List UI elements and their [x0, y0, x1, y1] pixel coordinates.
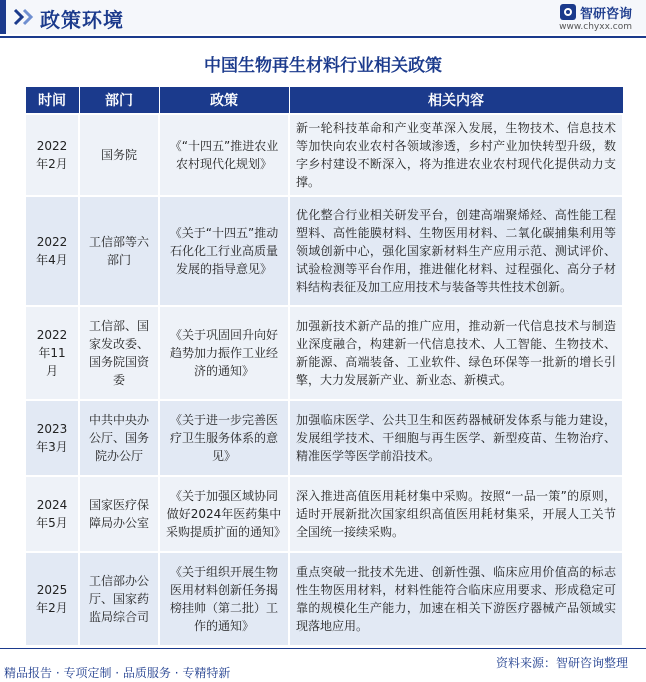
table-row: [25, 400, 623, 476]
cell-content: 重点突破一批技术先进、创新性强、临床应用价值高的标志性生物医用材料，材料性能符合临床应用要求、形成稳定可靠的规模化生产能力，加速在相关下游医疗器械产品领域实现落地应用。: [289, 552, 623, 646]
cell-year: 2022 年4月: [25, 196, 79, 306]
cell-content: 深入推进高值医用耗材集中采购。按照“一品一策”的原则，适时开展新批次国家组织高值医用耗材集采，开展人工关节全国统一接续采购。: [289, 476, 623, 552]
cell-year: 2022 年11 月: [25, 306, 79, 400]
cell-policy: 《关于巩固回升向好趋势加力振作工业经济的通知》: [159, 306, 289, 400]
column-header-content: 相关内容: [289, 87, 623, 115]
column-header-policy: 政策: [159, 87, 289, 115]
column-header-time: 时间: [25, 87, 79, 115]
brand-name: 智研咨询: [579, 6, 632, 22]
section-title: 政策环境: [40, 8, 124, 32]
source-note: 资料来源：智研咨询整理: [495, 656, 628, 670]
cell-dept: 国务院: [79, 114, 159, 196]
column-header-dept: 部门: [79, 87, 159, 115]
cell-dept: 工信部办公厅、国家药监局综合司: [79, 552, 159, 646]
double-chevron-icon: [12, 7, 36, 27]
header-accent-bar: [0, 0, 6, 34]
section-header: [0, 0, 646, 34]
cell-year: 2022 年2月: [25, 114, 79, 196]
table-row: [25, 552, 623, 646]
policy-table: [24, 86, 624, 647]
table-row: [25, 476, 623, 552]
cell-policy: 《关于进一步完善医疗卫生服务体系的意见》: [159, 400, 289, 476]
cell-policy: 《“十四五”推进农业农村现代化规划》: [159, 114, 289, 196]
cell-policy: 《关于“十四五”推动石化化工行业高质量发展的指导意见》: [159, 196, 289, 306]
cell-policy: 《关于加强区域协同做好2024年医药集中采购提质扩面的通知》: [159, 476, 289, 552]
cell-year: 2025 年2月: [25, 552, 79, 646]
table-row: [25, 196, 623, 306]
cell-dept: 中共中央办公厅、国务院办公厅: [79, 400, 159, 476]
cell-dept: 工信部等六部门: [79, 196, 159, 306]
cell-year: 2024 年5月: [25, 476, 79, 552]
table-row: [25, 114, 623, 196]
cell-content: 新一轮科技革命和产业变革深入发展，生物技术、信息技术等加快向农业农村各领域渗透，乡村产业加快转型升级，数字乡村建设不断深入，将为推进农业农村现代化提供动力支撑。: [289, 114, 623, 196]
brand-logo-icon: [560, 4, 576, 20]
footer-divider: [0, 648, 646, 649]
header-divider: [0, 36, 646, 38]
brand-logo: [560, 3, 632, 21]
footer-tags: 精品报告 · 专项定制 · 品质服务 · 专精特新: [4, 666, 231, 680]
cell-content: 加强临床医学、公共卫生和医药器械研发体系与能力建设，发展组学技术、干细胞与再生医学、新型疫苗、生物治疗、精准医学等医学前沿技术。: [289, 400, 623, 476]
table-title: 中国生物再生材料行业相关政策: [204, 56, 442, 76]
site-url: www.chyxx.com: [559, 22, 632, 32]
cell-dept: 国家医疗保障局办公室: [79, 476, 159, 552]
cell-year: 2023 年3月: [25, 400, 79, 476]
table-header-row: [25, 87, 623, 115]
cell-dept: 工信部、国家发改委、国务院国资委: [79, 306, 159, 400]
cell-policy: 《关于组织开展生物医用材料创新任务揭榜挂帅（第二批）工作的通知》: [159, 552, 289, 646]
table-row: [25, 306, 623, 400]
cell-content: 优化整合行业相关研发平台，创建高端聚烯烃、高性能工程塑料、高性能膜材料、生物医用材料、二氧化碳捕集利用等领域创新中心，强化国家新材料生产应用示范、测试评价、试验检测等平台作用，推进催化材料、过程强化、高分子材料结构表征及加工应用技术与装备等共性技术创新。: [289, 196, 623, 306]
cell-content: 加强新技术新产品的推广应用，推动新一代信息技术与制造业深度融合，构建新一代信息技术、人工智能、生物技术、新能源、高端装备、工业软件、绿色环保等一批新的增长引擎，大力发展新产业、新业态、新模式。: [289, 306, 623, 400]
